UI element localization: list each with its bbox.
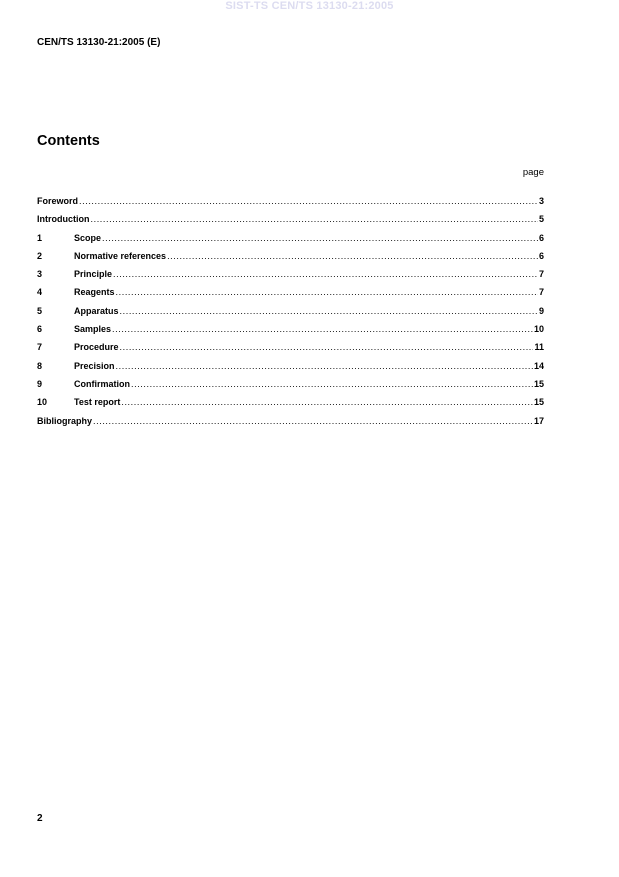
toc-entry[interactable]	[37, 196, 544, 214]
toc-entry-title: Normative references	[74, 250, 167, 261]
toc-leader-dots	[91, 214, 538, 224]
toc-leader-dots	[112, 324, 533, 334]
toc-entry-page: 6	[538, 250, 544, 261]
toc-leader-dots	[79, 196, 538, 206]
toc-entry[interactable]	[37, 379, 544, 397]
toc-entry-title: Bibliography	[37, 415, 93, 426]
toc-entry-title: Scope	[74, 232, 102, 243]
toc-leader-dots	[167, 251, 538, 261]
toc-entry-title: Samples	[74, 324, 112, 335]
toc-entry[interactable]	[37, 306, 544, 324]
watermark: SIST-TS CEN/TS 13130-21:2005	[225, 0, 394, 12]
toc-entry-title: Introduction	[37, 214, 90, 225]
table-of-contents	[37, 196, 544, 434]
toc-entry-page: 7	[538, 269, 544, 280]
document-id: CEN/TS 13130-21:2005 (E)	[37, 37, 161, 48]
toc-leader-dots	[102, 233, 538, 243]
toc-leader-dots	[93, 416, 533, 426]
toc-entry-title: Principle	[74, 269, 113, 280]
toc-entry-number: 7	[37, 342, 43, 353]
toc-leader-dots	[116, 287, 538, 297]
toc-entry[interactable]	[37, 397, 544, 415]
toc-leader-dots	[120, 306, 538, 316]
toc-entry-title: Confirmation	[74, 378, 130, 389]
toc-entry-title: Precision	[74, 360, 115, 371]
toc-entry-page: 14	[533, 360, 544, 371]
toc-entry-title: Test report	[74, 397, 121, 408]
toc-entry-page: 6	[538, 232, 544, 243]
toc-entry-title: Foreword	[37, 196, 79, 206]
toc-entry-page: 11	[534, 342, 544, 353]
toc-entry-page: 17	[533, 415, 544, 426]
toc-entry-page: 15	[533, 397, 544, 408]
toc-entry-title: Procedure	[74, 342, 119, 353]
toc-entry[interactable]	[37, 416, 544, 434]
toc-entry[interactable]	[37, 342, 544, 360]
toc-entry[interactable]	[37, 214, 544, 232]
toc-leader-dots	[131, 379, 533, 389]
toc-entry-page: 9	[538, 305, 544, 316]
toc-entry-page: 10	[533, 324, 544, 335]
toc-entry-number: 3	[37, 269, 43, 280]
toc-entry-number: 5	[37, 305, 43, 316]
toc-entry[interactable]	[37, 269, 544, 287]
toc-entry-number: 10	[37, 397, 48, 408]
toc-entry-number: 2	[37, 250, 43, 261]
page-number: 2	[37, 813, 43, 824]
toc-leader-dots	[116, 361, 533, 371]
contents-heading: Contents	[37, 133, 100, 149]
toc-entry-number: 8	[37, 360, 43, 371]
toc-entry-title: Reagents	[74, 287, 115, 298]
toc-entry-page: 15	[533, 378, 544, 389]
page-column-label: page	[522, 167, 544, 178]
toc-leader-dots	[121, 397, 533, 407]
toc-entry[interactable]	[37, 361, 544, 379]
toc-entry-title: Apparatus	[74, 305, 119, 316]
toc-entry[interactable]	[37, 324, 544, 342]
toc-entry-page: 5	[538, 214, 544, 225]
toc-entry[interactable]	[37, 233, 544, 251]
toc-entry-number: 1	[37, 232, 43, 243]
toc-leader-dots	[120, 342, 534, 352]
toc-entry[interactable]	[37, 287, 544, 305]
toc-entry-page: 3	[538, 196, 544, 206]
toc-entry-number: 9	[37, 378, 43, 389]
toc-entry-number: 6	[37, 324, 43, 335]
toc-leader-dots	[113, 269, 538, 279]
toc-entry[interactable]	[37, 251, 544, 269]
toc-entry-number: 4	[37, 287, 43, 298]
toc-entry-page: 7	[538, 287, 544, 298]
